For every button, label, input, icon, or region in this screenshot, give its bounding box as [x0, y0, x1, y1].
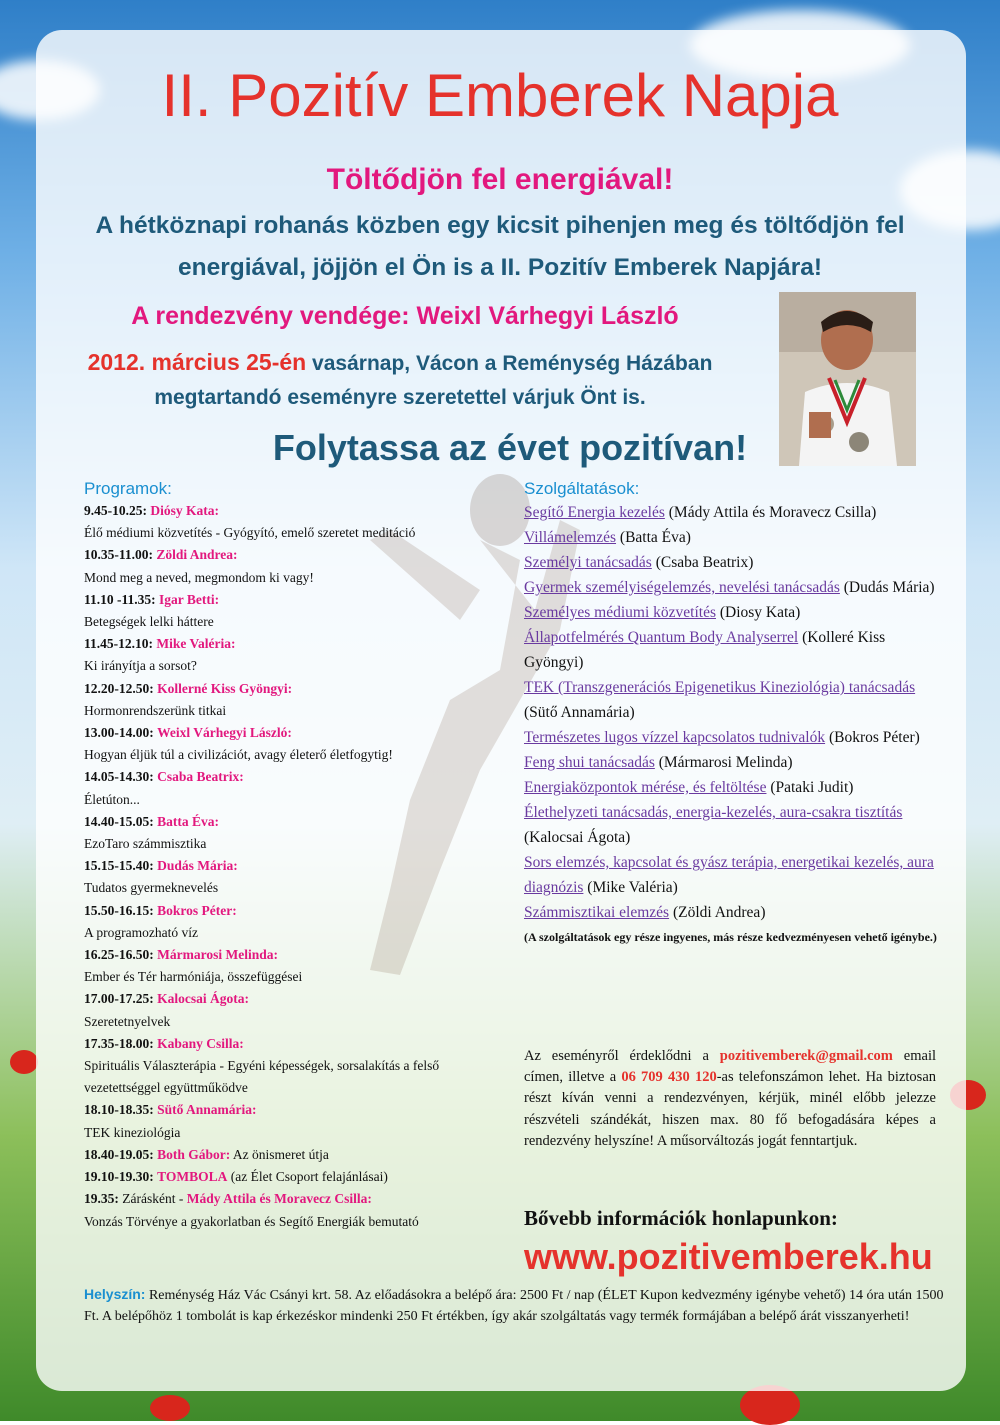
- program-time: 10.35-11.00:: [84, 547, 153, 563]
- service-item: [524, 800, 942, 850]
- program-presenter: Mike Valéria:: [156, 636, 236, 652]
- program-description: Vonzás Törvénye a gyakorlatban és Segítő Energiák bemutató: [84, 1213, 419, 1229]
- program-presenter: Csaba Beatrix:: [157, 769, 244, 785]
- program-item-closing: [84, 1188, 514, 1232]
- service-provider: (Batta Éva): [616, 529, 691, 546]
- program-item: [84, 1033, 514, 1100]
- service-provider: (Zöldi Andrea): [669, 904, 766, 921]
- service-provider: (Csaba Beatrix): [651, 554, 754, 571]
- program-presenter: Weixl Várhegyi László:: [157, 725, 292, 741]
- program-time: 19.35:: [84, 1191, 119, 1207]
- program-item: [84, 589, 514, 633]
- program-presenter: Igar Betti:: [159, 591, 220, 607]
- program-presenter: Kabany Csilla:: [157, 1035, 244, 1051]
- programs-heading: Programok:: [84, 479, 172, 498]
- service-name[interactable]: Villámelemzés: [524, 529, 617, 546]
- program-item: [84, 988, 514, 1032]
- program-description: Hogyan éljük túl a civilizációt, avagy életerő életfogytig!: [84, 747, 393, 763]
- program-presenter: TOMBOLA: [157, 1169, 228, 1185]
- program-time: 16.25-16.50:: [84, 947, 154, 963]
- service-item: [524, 900, 942, 925]
- program-presenter: Sütő Annamária:: [157, 1102, 257, 1118]
- program-time: 14.05-14.30:: [84, 769, 154, 785]
- program-item: [84, 944, 514, 988]
- service-name[interactable]: Élethelyzeti tanácsadás, energia-kezelés, aura-csakra tisztítás: [524, 804, 903, 821]
- service-provider: (Kalocsai Ágota): [524, 829, 631, 846]
- event-date: 2012. március 25-én: [87, 349, 307, 375]
- service-name[interactable]: TEK (Transzgenerációs Epigenetikus Kineziológia) tanácsadás: [524, 679, 916, 696]
- program-item: [84, 766, 514, 810]
- services-note: (A szolgáltatások egy része ingyenes, más része kedvezményesen vehető igénybe.): [524, 930, 937, 944]
- page-title: II. Pozitív Emberek Napja: [161, 62, 839, 129]
- intro-text: A hétköznapi rohanás közben egy kicsit pihenjen meg és töltődjön fel energiával, jöjjön el Ön is a II. Pozitív Emberek Napjára!: [95, 212, 905, 281]
- program-item: [84, 1144, 514, 1166]
- program-description: (az Élet Csoport felajánlásai): [230, 1169, 388, 1185]
- location-label: Helyszín:: [84, 1286, 146, 1302]
- programs-inline-list: [84, 1144, 514, 1188]
- program-description: EzoTaro számmisztika: [84, 836, 207, 852]
- service-provider: (Bokros Péter): [825, 729, 920, 746]
- service-item: [524, 725, 942, 750]
- program-presenter: Kalocsai Ágota:: [157, 991, 249, 1007]
- program-description: Betegségek lelki háttere: [84, 614, 214, 630]
- program-time: 19.10-19.30:: [84, 1169, 154, 1185]
- program-time: 17.00-17.25:: [84, 991, 154, 1007]
- subtitle: Töltődjön fel energiával!: [326, 163, 674, 196]
- service-name[interactable]: Személyes médiumi közvetítés: [524, 604, 716, 621]
- service-item: [524, 550, 942, 575]
- location-paragraph: [84, 1284, 944, 1327]
- service-item: [524, 600, 942, 625]
- service-item: [524, 675, 942, 725]
- service-provider: (Mármarosi Melinda): [654, 754, 793, 771]
- contact-paragraph: [524, 1046, 936, 1152]
- service-item: [524, 575, 942, 600]
- program-presenter: Kollerné Kiss Gyöngyi:: [157, 680, 293, 696]
- date-rest: vasárnap, Vácon a Reménység Házában megtartandó eseményre szeretettel várjuk Önt is.: [154, 352, 713, 409]
- contact-phone: 06 709 430 120: [621, 1069, 717, 1086]
- service-name[interactable]: Energiaközpontok mérése, és feltöltése: [524, 779, 767, 796]
- program-description: Ember és Tér harmóniája, összefüggései: [84, 969, 303, 985]
- program-item: [84, 722, 514, 766]
- poppy-flower: [740, 1385, 800, 1425]
- services-heading: Szolgáltatások:: [524, 479, 640, 498]
- program-presenter: Mády Attila és Moravecz Csilla:: [186, 1191, 372, 1207]
- program-time: 13.00-14.00:: [84, 725, 154, 741]
- services-column: [524, 478, 942, 947]
- services-list: [524, 500, 942, 925]
- program-description: Hormonrendszerünk titkai: [84, 702, 227, 718]
- program-item: [84, 633, 514, 677]
- service-name[interactable]: Segítő Energia kezelés: [524, 504, 665, 521]
- contact-email-link[interactable]: pozitivemberek@gmail.com: [719, 1048, 893, 1064]
- contact-mid: email címen, illetve a: [524, 1048, 936, 1086]
- service-name[interactable]: Sors elemzés, kapcsolat és gyász terápia, energetikai kezelés, aura diagnózis: [524, 854, 934, 896]
- program-presenter: Both Gábor:: [157, 1146, 231, 1162]
- program-time: 11.45-12.10:: [84, 636, 153, 652]
- service-provider: (Sütő Annamária): [524, 704, 635, 721]
- program-time: 18.40-19.05:: [84, 1146, 154, 1162]
- service-name[interactable]: Számmisztikai elemzés: [524, 904, 670, 921]
- program-presenter: Mármarosi Melinda:: [157, 947, 278, 963]
- service-name[interactable]: Személyi tanácsadás: [524, 554, 652, 571]
- program-presenter: Diósy Kata:: [150, 503, 219, 518]
- program-time: 17.35-18.00:: [84, 1035, 154, 1051]
- service-name[interactable]: Természetes lugos vízzel kapcsolatos tudnivalók: [524, 729, 826, 746]
- program-description: Tudatos gyermeknevelés: [84, 880, 219, 896]
- service-provider: (Diosy Kata): [715, 604, 801, 621]
- poppy-flower: [150, 1395, 190, 1421]
- guest-line: A rendezvény vendége: Weixl Várhegyi László: [131, 302, 679, 330]
- guest-photo: [779, 292, 916, 466]
- program-item: [84, 1166, 514, 1188]
- service-provider: (Pataki Judit): [766, 779, 854, 796]
- program-time: 11.10 -11.35:: [84, 591, 156, 607]
- service-item: [524, 750, 942, 775]
- program-item: [84, 855, 514, 899]
- program-description: Spirituális Választerápia - Egyéni képességek, sorsalakítás a felső vezetettséggel együttműködve: [84, 1058, 440, 1096]
- motto: Folytassa az évet pozitívan!: [272, 427, 748, 468]
- program-description: Életúton...: [84, 791, 140, 807]
- program-time: 15.15-15.40:: [84, 858, 154, 874]
- programs-column: [84, 478, 514, 1233]
- closing-prefix: Zárásként -: [122, 1191, 187, 1207]
- contact-pre: Az eseményről érdeklődni a: [524, 1048, 720, 1064]
- service-item: [524, 625, 942, 675]
- date-paragraph: [40, 345, 760, 415]
- location-text: Reménység Ház Vác Csányi krt. 58. Az előadásokra a belépő ára: 2500 Ft / nap (ÉLET Kupon kedvezmény igénybe vehető) 14 óra után 1500 Ft. A belépőhöz 1 tombolát is kap érkezéskor mindenki 250 Ft értékben, így akár szolgáltatás vagy termék formájában a belépő árát visszanyerheti!: [84, 1288, 944, 1324]
- service-name[interactable]: Állapotfelmérés Quantum Body Analyserrel: [524, 629, 799, 646]
- program-presenter: Dudás Mária:: [157, 858, 238, 874]
- program-description: Az önismeret útja: [232, 1146, 329, 1162]
- program-item: [84, 678, 514, 722]
- contact-post: -as telefonszámon lehet. Ha biztosan részt kíván venni a rendezvényen, kérjük, minél előbb jelezze részvételi szándékát, hiszen max. 80 fő befogadására képes a rendezvény helyszíne! A műsorváltozás jogát fenntartjuk.: [524, 1069, 936, 1149]
- program-item: [84, 811, 514, 855]
- program-item: [84, 500, 514, 544]
- program-presenter: Batta Éva:: [157, 813, 219, 829]
- program-time: 15.50-16.15:: [84, 902, 154, 918]
- website-link[interactable]: www.pozitivemberek.hu: [524, 1236, 933, 1277]
- programs-list: [84, 500, 514, 1144]
- service-provider: (Mike Valéria): [583, 879, 678, 896]
- program-presenter: Zöldi Andrea:: [156, 547, 238, 563]
- program-item: [84, 900, 514, 944]
- program-description: Szeretetnyelvek: [84, 1013, 171, 1029]
- program-presenter: Bokros Péter:: [157, 902, 237, 918]
- service-item: [524, 500, 942, 525]
- program-description: Ki irányítja a sorsot?: [84, 658, 197, 674]
- program-time: 12.20-12.50:: [84, 680, 154, 696]
- service-provider: (Dudás Mária): [839, 579, 935, 596]
- program-time: 14.40-15.05:: [84, 813, 154, 829]
- service-provider: (Kolleré Kiss Gyöngyi): [524, 629, 886, 671]
- service-item: [524, 850, 942, 900]
- program-item: [84, 1099, 514, 1143]
- program-item: [84, 544, 514, 588]
- service-item: [524, 775, 942, 800]
- service-name[interactable]: Feng shui tanácsadás: [524, 754, 655, 771]
- more-info-heading: Bővebb információk honlapunkon:: [524, 1206, 838, 1230]
- service-name[interactable]: Gyermek személyiségelemzés, nevelési tanácsadás: [524, 579, 840, 596]
- program-description: A programozható víz: [84, 924, 198, 940]
- poppy-flower: [10, 1050, 38, 1074]
- program-description: Mond meg a neved, megmondom ki vagy!: [84, 569, 314, 585]
- service-item: [524, 525, 942, 550]
- program-description: Élő médiumi közvetítés - Gyógyító, emelő szeretet meditáció: [84, 525, 416, 541]
- service-provider: (Mády Attila és Moravecz Csilla): [664, 504, 877, 521]
- program-description: TEK kineziológia: [84, 1124, 181, 1140]
- program-time: 18.10-18.35:: [84, 1102, 154, 1118]
- program-time: 9.45-10.25:: [84, 503, 147, 518]
